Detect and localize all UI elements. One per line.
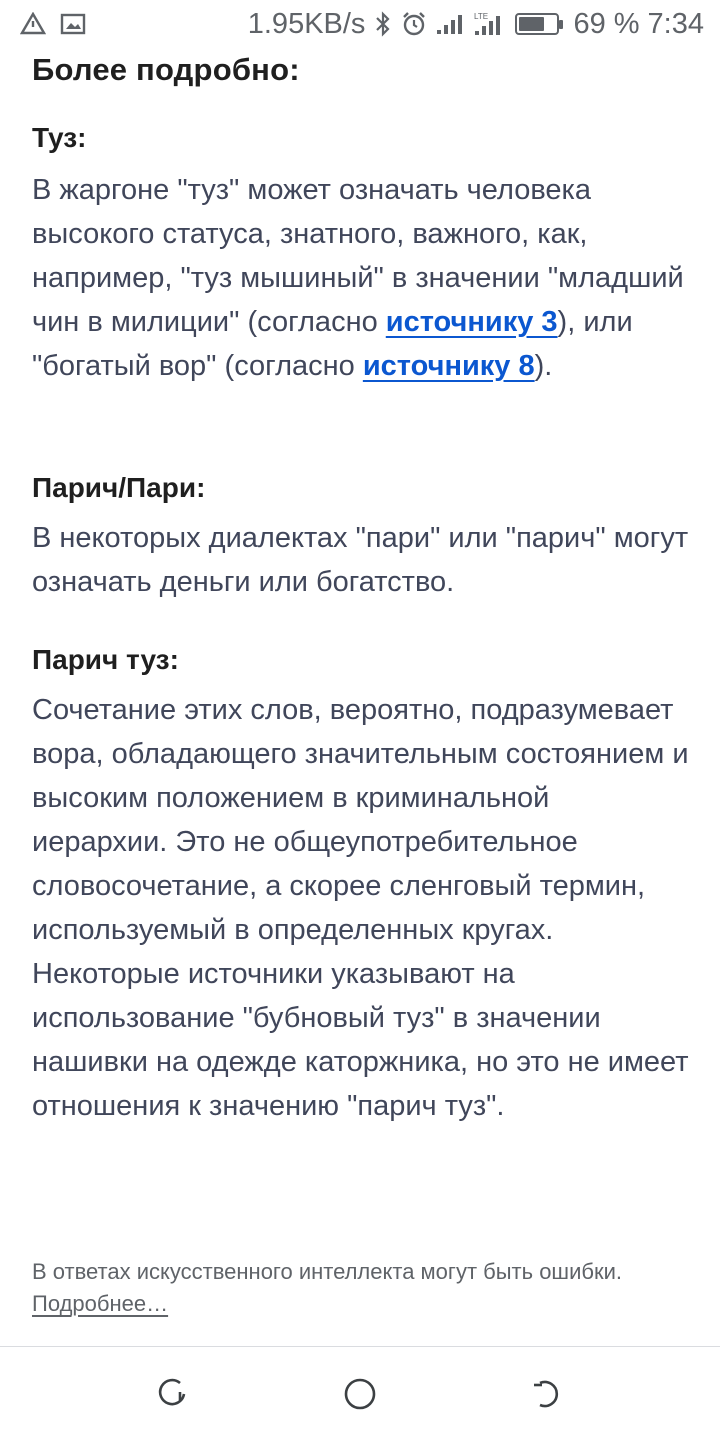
clock: 7:34 xyxy=(647,7,704,40)
body-text: ). xyxy=(534,350,553,382)
back-icon xyxy=(530,1377,564,1411)
source-link-8[interactable]: источнику 8 xyxy=(362,350,535,382)
back-button[interactable] xyxy=(515,1362,579,1426)
lte-signal-icon xyxy=(473,11,507,37)
system-nav-bar xyxy=(0,1347,720,1440)
section-title-parich-tuz: Парич туз: xyxy=(32,644,179,675)
recent-apps-button[interactable] xyxy=(141,1362,205,1426)
body-text: В жаргоне "туз" может означать человека высокого статуса, знатного, важного, как, например, "туз мышиный" в значении "младший чин в милиции" (согласно xyxy=(32,174,684,338)
signal-icon xyxy=(435,12,465,36)
section-body-parich-pari: В некоторых диалектах "пари" или "парич" могут означать деньги или богатство. xyxy=(32,522,689,598)
section-title-parich-pari: Парич/Пари: xyxy=(32,472,206,503)
alarm-icon xyxy=(401,11,427,37)
network-speed: 1.95KB/s xyxy=(247,7,366,40)
section-title-tuz: Туз: xyxy=(32,122,87,153)
source-link-3[interactable]: источнику 3 xyxy=(385,306,558,338)
page-heading: Более подробно: xyxy=(32,52,300,87)
section-body-tuz xyxy=(32,168,692,388)
recent-apps-icon xyxy=(156,1377,190,1411)
bluetooth-icon xyxy=(373,11,393,37)
learn-more-link[interactable]: Подробнее… xyxy=(32,1291,169,1316)
section-body-parich-tuz: Сочетание этих слов, вероятно, подразумевает вора, обладающего значительным состоянием и высоким положением в криминальной иерархии. Это не общеупотребительное словосочетание, а скорее сленговый термин, используемый в определенных кругах. Некоторые источники указывают на использование "бубновый туз" в значении нашивки на одежде каторжника, но это не имеет отношения к значению "парич туз". xyxy=(32,694,689,1122)
home-button[interactable] xyxy=(328,1362,392,1426)
disclaimer-text: В ответах искусственного интеллекта могут быть ошибки. xyxy=(32,1259,622,1284)
battery-percent: 69 % xyxy=(573,7,640,40)
image-icon xyxy=(60,12,86,36)
home-icon xyxy=(342,1376,378,1412)
body-text: ), или "богатый вор" (согласно xyxy=(32,306,633,382)
status-bar xyxy=(0,0,720,48)
svg-text:LTE: LTE xyxy=(474,12,489,21)
ai-disclaimer xyxy=(32,1256,712,1320)
battery-fill xyxy=(519,17,544,31)
answer-content xyxy=(32,48,692,1122)
battery-icon xyxy=(515,13,559,35)
warning-icon xyxy=(20,12,46,36)
